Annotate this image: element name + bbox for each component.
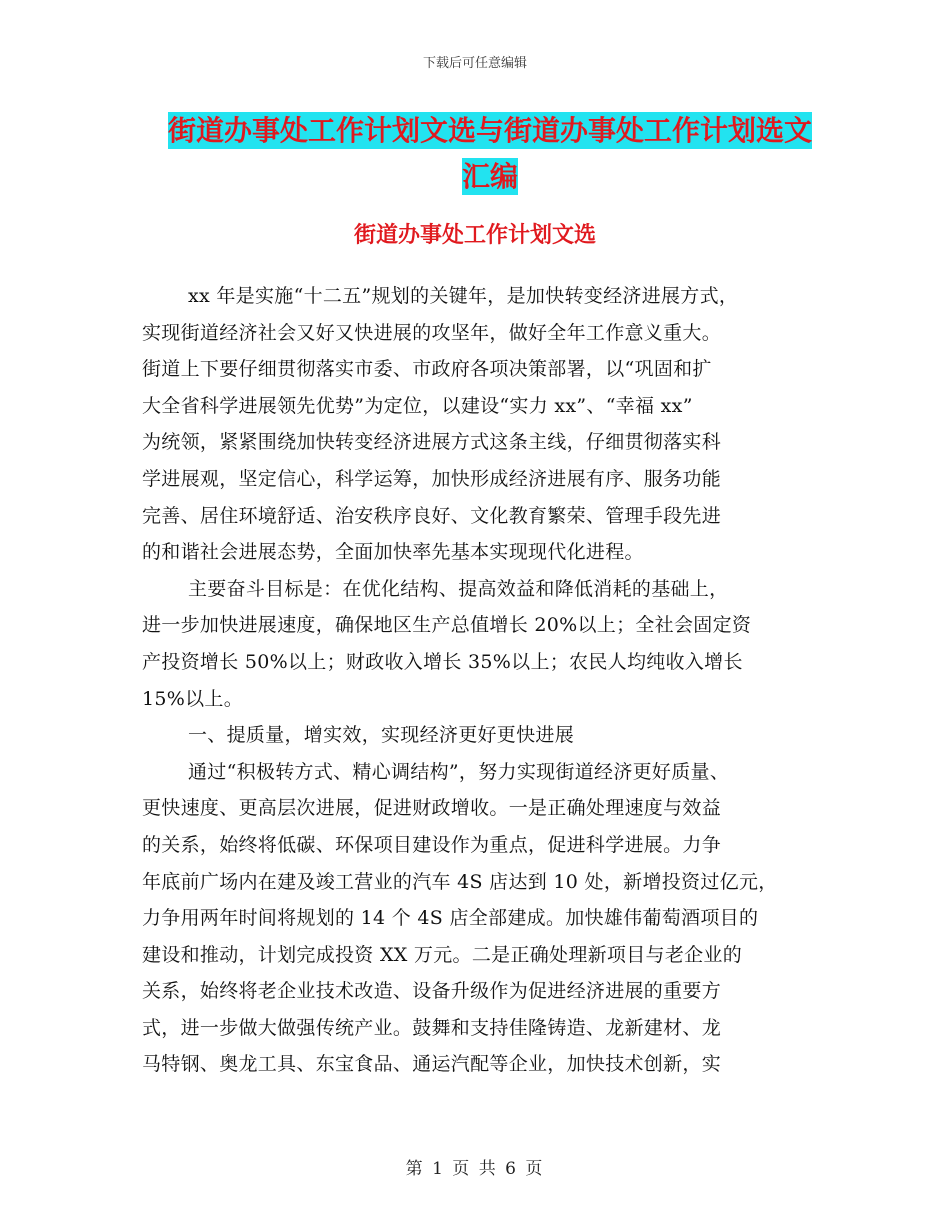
- paragraph-line: 实现街道经济社会又好又快进展的攻坚年，做好全年工作意义重大。: [142, 321, 722, 344]
- page-number-footer: 第 1 页 共 6 页: [405, 1159, 545, 1179]
- body-text: [142, 278, 822, 1083]
- paragraph-line: 学进展观，坚定信心，科学运筹，加快形成经济进展有序、服务功能: [142, 467, 722, 490]
- paragraph-line: 式，进一步做大做强传统产业。鼓舞和支持佳隆铸造、龙新建材、龙: [142, 1016, 722, 1039]
- paragraph-line: 主要奋斗目标是：在优化结构、提高效益和降低消耗的基础上，: [188, 577, 729, 600]
- title-line-2-text: 汇编: [461, 160, 518, 193]
- paragraph-line: 关系，始终将老企业技术改造、设备升级作为促进经济进展的重要方: [142, 980, 722, 1003]
- document-title-line-2: [140, 154, 840, 200]
- paragraph-line: 15%以上。: [142, 687, 244, 710]
- paragraph-line: 完善、居住环境舒适、治安秩序良好、文化教育繁荣、管理手段先进: [142, 504, 722, 527]
- paragraph-line: 马特钢、奥龙工具、东宝食品、通运汽配等企业，加快技术创新，实: [142, 1053, 722, 1076]
- document-title-line-1: [140, 108, 840, 154]
- paragraph-line: 的和谐社会进展态势，全面加快率先基本实现现代化进程。: [142, 541, 644, 564]
- paragraph-line: 产投资增长 50%以上；财政收入增长 35%以上；农民人均纯收入增长: [142, 650, 743, 673]
- document-title: [140, 108, 840, 200]
- paragraph-line: 大全省科学进展领先优势”为定位，以建设“实力 xx”、“幸福 xx”: [142, 394, 693, 417]
- section-heading-line: 一、提质量，增实效，实现经济更好更快进展: [188, 724, 575, 747]
- paragraph-line: 街道上下要仔细贯彻落实市委、市政府各项决策部署，以“巩固和扩: [142, 358, 712, 381]
- paragraph-line: 建设和推动，计划完成投资 XX 万元。二是正确处理新项目与老企业的: [142, 943, 743, 966]
- section-title: 街道办事处工作计划文选: [353, 223, 596, 248]
- paragraph-line: 更快速度、更高层次进展，促进财政增收。一是正确处理速度与效益: [142, 797, 722, 820]
- page-header-note: 下载后可任意编辑: [422, 56, 527, 71]
- paragraph-line: 通过“积极转方式、精心调结构”，努力实现街道经济更好质量、: [188, 760, 730, 783]
- paragraph-line: 为统领，紧紧围绕加快转变经济进展方式这条主线，仔细贯彻落实科: [142, 431, 722, 454]
- paragraph-line: 的关系，始终将低碳、环保项目建设作为重点，促进科学进展。力争: [142, 833, 722, 856]
- title-line-1-text: 街道办事处工作计划文选与街道办事处工作计划选文: [167, 114, 812, 147]
- paragraph-line: 力争用两年时间将规划的 14 个 4S 店全部建成。加快雄伟葡萄酒项目的: [142, 907, 759, 930]
- paragraph-line: 年底前广场内在建及竣工营业的汽车 4S 店达到 10 处，新增投资过亿元，: [142, 870, 778, 893]
- paragraph-line: xx 年是实施“十二五”规划的关键年，是加快转变经济进展方式，: [188, 285, 739, 307]
- paragraph-line: 进一步加快进展速度，确保地区生产总值增长 20%以上；全社会固定资: [142, 614, 752, 637]
